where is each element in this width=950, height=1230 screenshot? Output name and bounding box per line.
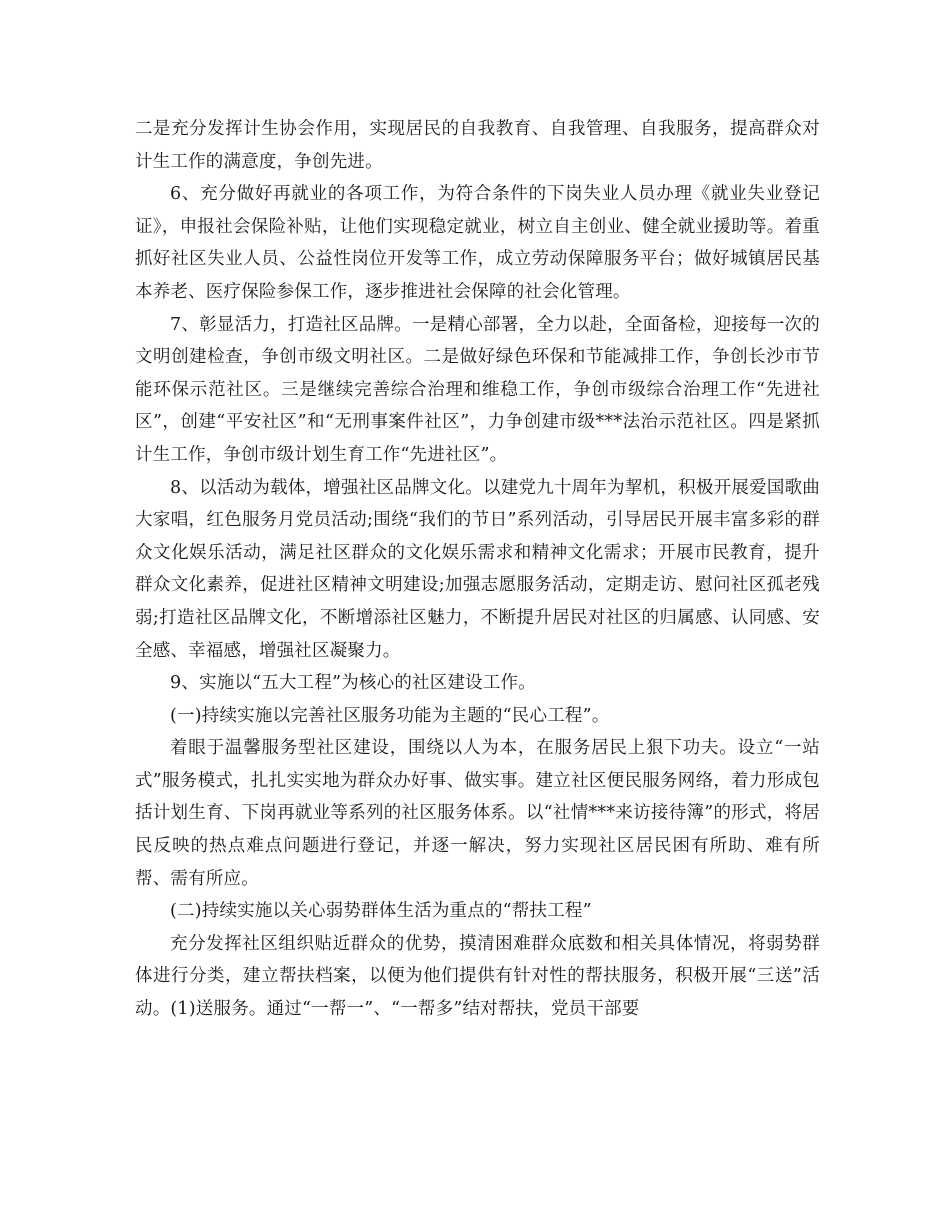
paragraph-item-6: 6、充分做好再就业的各项工作，为符合条件的下岗失业人员办理《就业失业登记证》，申报社会保险补贴，让他们实现稳定就业，树立自主创业、健全就业援助等。着重抓好社区失业人员、公益性岗位开发等工作，成立劳动保障服务平台；做好城镇居民基本养老、医疗保险参保工作，逐步推进社会保障的社会化管理。 [135, 184, 820, 302]
paragraph-item-8: 8、以活动为载体，增强社区品牌文化。以建党九十周年为挈机，积极开展爱国歌曲大家唱，红色服务月党员活动;围绕“我们的节日”系列活动，引导居民开展丰富多彩的群众文化娱乐活动，满足社区群众的文化娱乐需求和精神文化需求；开展市民教育，提升群众文化素养，促进社区精神文明建设;加强志愿服务活动，定期走访、慰问社区孤老残弱;打造社区品牌文化，不断增添社区魅力，不断提升居民对社区的归属感、认同感、安全感、幸福感，增强社区凝聚力。 [135, 477, 820, 661]
subheading-two: (二)持续实施以关心弱势群体生活为重点的“帮扶工程” [170, 901, 592, 922]
paragraph-bangfu-project: 充分发挥社区组织贴近群众的优势，摸清困难群众底数和相关具体情况，将弱势群体进行分类，建立帮扶档案，以便为他们提供有针对性的帮扶服务，积极开展“三送”活动。(1)送服务。通过“一帮一”、“一帮多”结对帮扶，党员干部要 [135, 933, 820, 1020]
paragraph-minxin-project: 着眼于温馨服务型社区建设，围绕以人为本，在服务居民上狠下功夫。设立“一站式”服务模式，扎扎实实地为群众办好事、做实事。建立社区便民服务网络，着力形成包括计划生育、下岗再就业等系列的社区服务体系。以“社情***来访接待簿”的形式，将居民反映的热点难点问题进行登记，并逐一解决，努力实现社区居民困有所助、难有所帮、需有所应。 [135, 738, 820, 889]
paragraph-continuation: 二是充分发挥计生协会作用，实现居民的自我教育、自我管理、自我服务，提高群众对计生工作的满意度，争创先进。 [135, 119, 820, 172]
paragraph-item-9: 9、实施以“五大工程”为核心的社区建设工作。 [170, 673, 536, 694]
document-body [135, 113, 820, 1026]
paragraph-item-7: 7、彰显活力，打造社区品牌。一是精心部署，全力以赴，全面备检，迎接每一次的文明创建检查，争创市级文明社区。二是做好绿色环保和节能减排工作，争创长沙市节能环保示范社区。三是继续完善综合治理和维稳工作，争创市级综合治理工作“先进社区”，创建“平安社区”和“无刑事案件社区”，力争创建市级***法治示范社区。四是紧抓计生工作，争创市级计划生育工作“先进社区”。 [135, 314, 820, 465]
subheading-one: (一)持续实施以完善社区服务功能为主题的“民心工程”。 [170, 705, 610, 726]
